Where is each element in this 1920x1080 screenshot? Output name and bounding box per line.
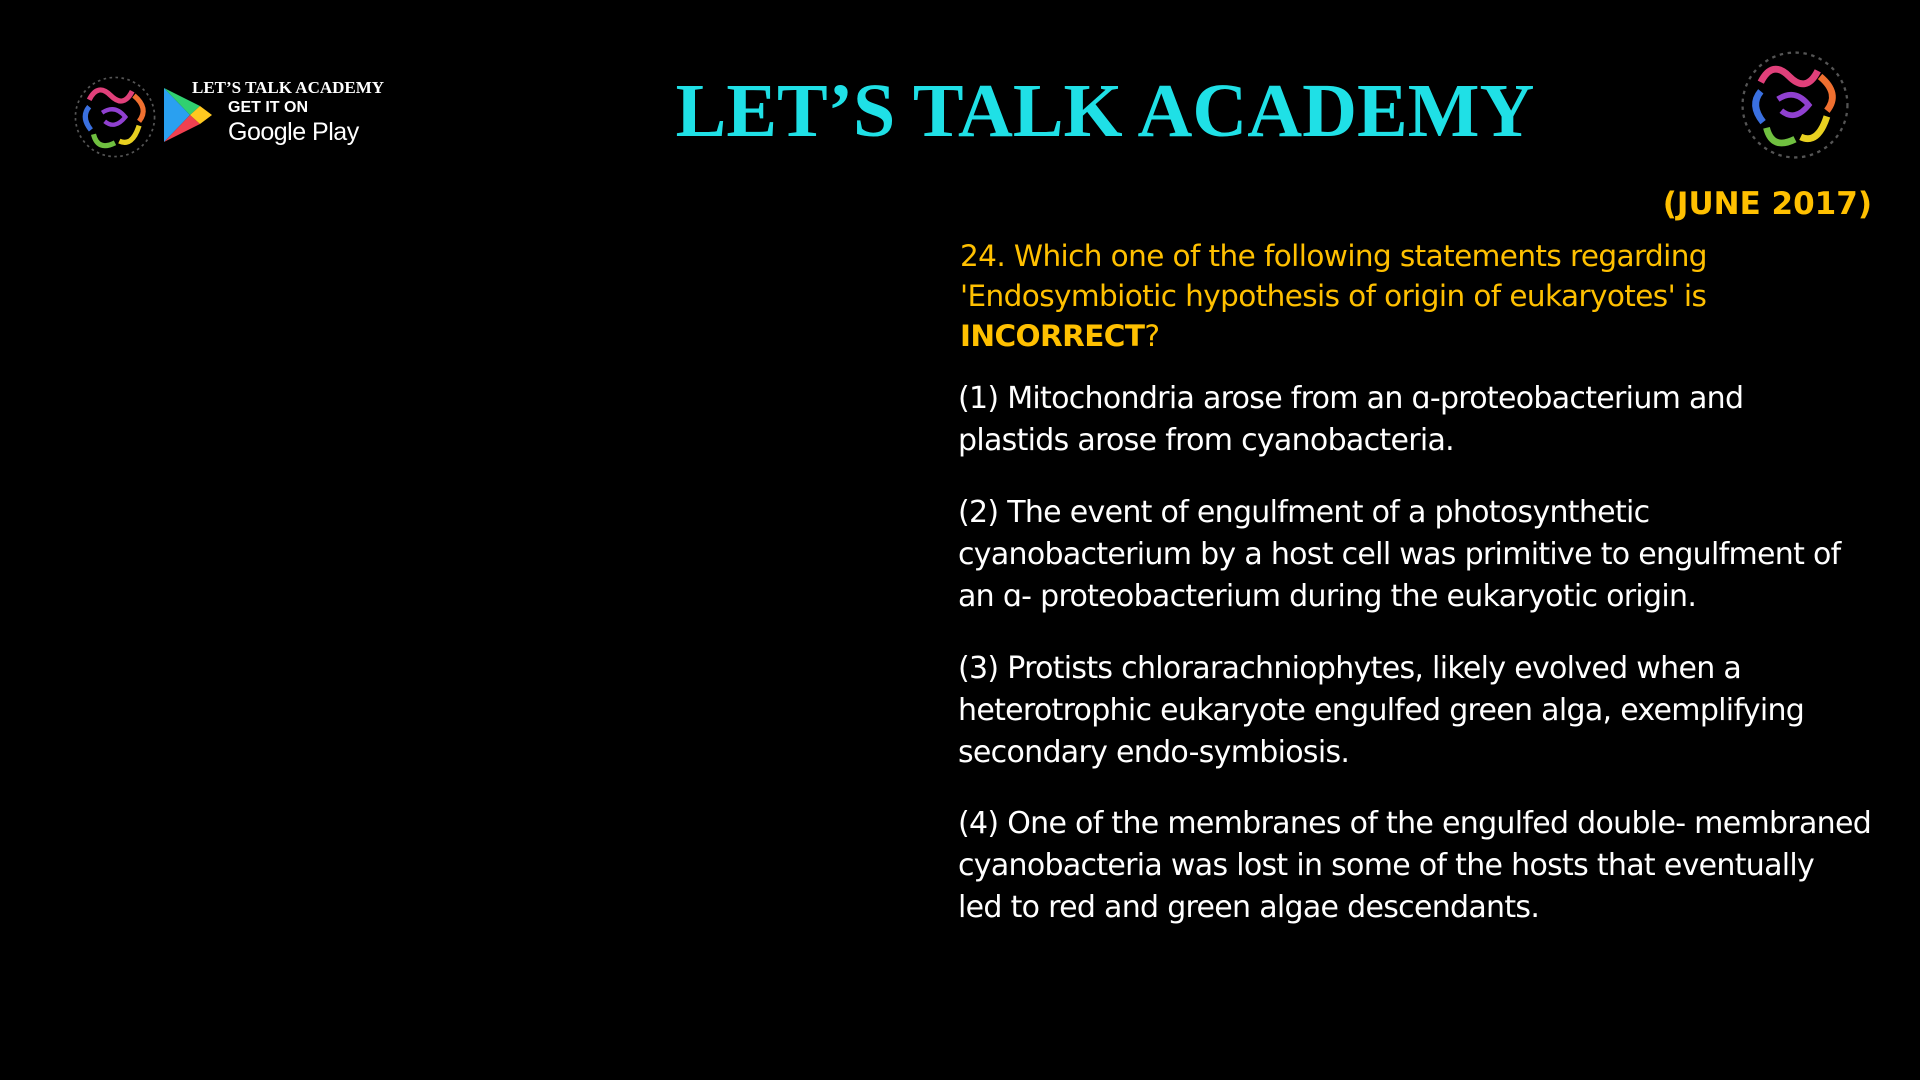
option-2	[958, 492, 1898, 618]
option-line: an ɑ- proteobacterium during the eukaryotic origin.	[958, 579, 1697, 614]
option-line: led to red and green algae descendants.	[958, 890, 1540, 925]
option-line: heterotrophic eukaryote engulfed green alga, exemplifying	[958, 693, 1805, 728]
option-line: (3) Protists chlorarachniophytes, likely evolved when a	[958, 651, 1742, 686]
question-text	[960, 236, 1880, 356]
page-title: LET’S TALK ACADEMY	[675, 69, 1535, 153]
option-1	[958, 378, 1898, 462]
option-4	[958, 803, 1898, 929]
question-line-3	[960, 316, 1880, 356]
badge-get-it-on-text: GET IT ON	[228, 99, 308, 116]
option-line: (1) Mitochondria arose from an ɑ-proteobacterium and	[958, 381, 1744, 416]
option-line: secondary endo-symbiosis.	[958, 735, 1350, 770]
option-line: plastids arose from cyanobacteria.	[958, 423, 1455, 458]
option-line: cyanobacteria was lost in some of the hosts that eventually	[958, 848, 1815, 883]
option-line: (4) One of the membranes of the engulfed double- membraned	[958, 806, 1872, 841]
option-line: (2) The event of engulfment of a photosynthetic	[958, 495, 1650, 530]
question-emphasis: INCORRECT	[960, 319, 1145, 353]
option-3	[958, 648, 1898, 774]
exam-session-tag: (JUNE 2017)	[1662, 186, 1872, 222]
lta-logo-right-icon	[1738, 48, 1852, 162]
question-line-2: 'Endosymbiotic hypothesis of origin of eukaryotes' is	[960, 279, 1707, 313]
question-line-1: 24. Which one of the following statements regarding	[960, 239, 1707, 273]
badge-brand-text: LET’S TALK ACADEMY	[192, 78, 385, 97]
google-play-link[interactable]: Google Play	[228, 118, 359, 146]
question-end: ?	[1144, 319, 1160, 353]
option-line: cyanobacterium by a host cell was primitive to engulfment of	[958, 537, 1841, 572]
